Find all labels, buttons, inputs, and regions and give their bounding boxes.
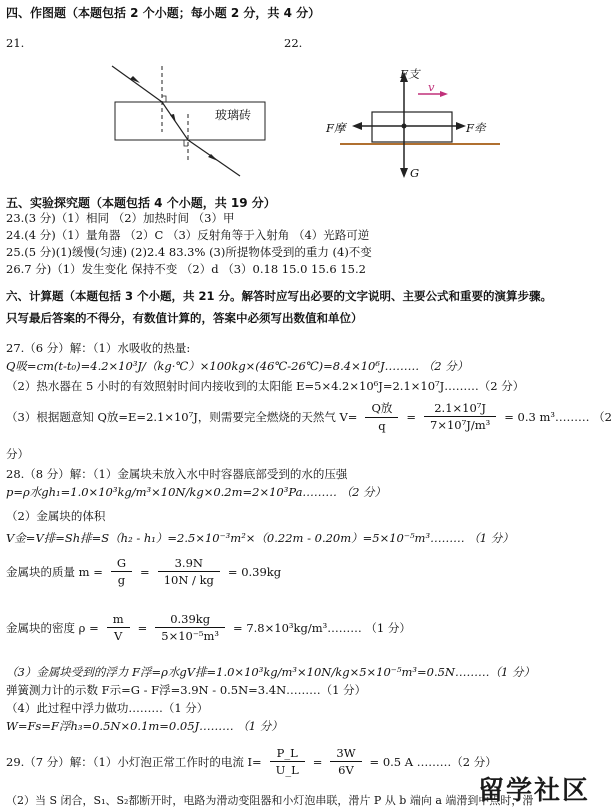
q28-line-1: 28.（8 分）解：（1）金属块未放入水中时容器底部受到的水的压强	[6, 467, 348, 481]
right-angle-mark-bottom	[184, 140, 188, 146]
denominator: 10N / kg	[163, 573, 214, 587]
q27-line-5: 分）	[6, 447, 29, 461]
refracted-arrow-icon	[170, 114, 176, 123]
q29-line-2: （2）当 S 闭合，S₁、S₂都断开时，电路为滑动变阻器和小灯泡串联，滑片 P 从 b 端向 a 端滑到中点时，滑	[6, 794, 534, 807]
denominator: U_L	[275, 763, 299, 777]
q27-line-2: Q吸=cm(t-t₀)=4.2×10³J/（kg·℃）×100kg×(46℃-26℃)=8.4×10⁶J……… （2 分）	[6, 359, 469, 373]
section-4-title: 四、作图题（本题包括 2 个小题；每小题 2 分，共 4 分）	[6, 6, 321, 20]
numerator: m	[107, 612, 130, 628]
denominator: 6V	[338, 763, 354, 777]
denominator: 7×10⁷J/m³	[430, 418, 491, 432]
friction-arrow-icon	[352, 122, 362, 130]
numerator: P_L	[270, 746, 305, 762]
denominator: V	[114, 629, 123, 643]
q27-line-3: （2）热水器在 5 小时的有效照射时间内接收到的太阳能 E=5×4.2×10⁶J=2.1×10⁷J………（2 分）	[6, 379, 525, 393]
q29-result: = 0.5 A ………（2 分）	[369, 754, 497, 769]
q27-line-1: 27.（6 分）解：（1）水吸收的热量:	[6, 341, 191, 355]
force-label-right: F牵	[466, 121, 486, 135]
q22-label: 22.	[284, 36, 303, 50]
velocity-arrow-icon	[440, 91, 448, 97]
right-angle-mark-top	[162, 96, 166, 102]
q28-line-7: （3）金属块受到的浮力 F浮=ρ水gV排=1.0×10³kg/m³×10N/kg×5×10⁻⁵m³=0.5N………（1 分）	[6, 665, 535, 679]
q28-mass-result: = 0.39kg	[227, 564, 282, 579]
answer-23: 23.(3 分)（1）相同 （2）加热时间 （3）甲	[6, 211, 235, 225]
q28-line-3: （2）金属块的体积	[6, 509, 106, 523]
q21-label: 21.	[6, 36, 25, 50]
answer-25: 25.(5 分)(1)缓慢(匀速) (2)2.4 83.3% (3)所提物体受到的重力 (4)不变	[6, 245, 372, 259]
fraction	[111, 556, 132, 587]
fraction	[158, 556, 220, 587]
denominator: g	[117, 573, 126, 587]
velocity-label: v	[428, 80, 435, 94]
watermark-logo: 留学社区	[478, 776, 591, 806]
q29-text: 29.（7 分）解：（1）小灯泡正常工作时的电流 I=	[6, 754, 262, 769]
gravity-arrow-icon	[400, 168, 408, 178]
q28-line-10: W=Fs=F浮h₃=0.5N×0.1m=0.05J……… （1 分）	[6, 719, 283, 733]
numerator: 3W	[330, 746, 361, 762]
q28-line-9: （4）此过程中浮力做功………（1 分）	[6, 701, 209, 715]
q29-line-1	[6, 746, 497, 777]
fraction	[365, 400, 398, 433]
q27-result: = 0.3 m³……… （2	[504, 409, 612, 424]
q28-density-line: 金属块的密度 ρ = $\frac{m}{V}$ = $\frac{0.39kg}{\text{5×10⁻⁵m³}}$ = 7.8×10³kg/m³……… （1 分）	[6, 612, 411, 643]
q28-line-4: V金=V排=Sh排=S（h₂ - h₁）=2.5×10⁻³m²×（0.22m - 0.20m）=5×10⁻⁵m³……… （1 分）	[6, 531, 514, 545]
block	[372, 112, 452, 142]
fraction	[330, 746, 361, 777]
traction-arrow-icon	[456, 122, 466, 130]
numerator: 2.1×10⁷J	[424, 401, 496, 417]
equals-sign: =	[312, 754, 323, 769]
q27-line-4-text: （3）根据题意知 Q放=E=2.1×10⁷J，则需要完全燃烧的天然气 V=	[6, 409, 358, 424]
force-label-down: G	[410, 166, 420, 180]
denominator: q	[378, 419, 386, 433]
denominator: 5×10⁻⁵m³	[161, 629, 220, 643]
q28-line-8: 弹簧测力计的示数 F示=G - F浮=3.9N - 0.5N=3.4N………（1 分）	[6, 683, 367, 697]
incident-ray	[112, 66, 162, 102]
q27-line-4: （3）根据题意知 Q放=E=2.1×10⁷J，则需要完全燃烧的天然气 V= $\frac{\text{Q放}}{q}$ = $\frac{\text{2.1×10⁷J}}{\text{7×10⁷J/m³}}$ = 0.3 m³……… （2	[6, 401, 612, 433]
section-6-title-2: 只写最后答案的不得分，有数值计算的，答案中必须写出数值和单位）	[6, 311, 363, 325]
numerator: G	[111, 556, 132, 572]
glass-label: 玻璃砖	[215, 108, 252, 122]
force-label-left: F摩	[326, 121, 346, 135]
answer-26: 26.7 分)（1）发生变化 保持不变 （2）d （3）0.18 15.0 15.6 15.2	[6, 262, 366, 276]
section-5-title: 五、实验探究题（本题包括 4 个小题，共 19 分）	[6, 196, 276, 210]
fraction	[107, 612, 130, 643]
fraction	[424, 401, 496, 432]
fraction	[155, 612, 225, 643]
answer-24: 24.(4 分)（1）量角器 （2）C （3）反射角等于入射角 （4）光路可逆	[6, 228, 370, 242]
numerator: 3.9N	[158, 556, 220, 572]
force-label-up: F支	[400, 67, 420, 81]
refraction-diagram	[100, 52, 280, 182]
q28-density-text: 金属块的密度 ρ =	[6, 620, 99, 635]
q28-mass-text: 金属块的质量 m =	[6, 564, 103, 579]
fraction	[270, 746, 305, 777]
q28-density-result: = 7.8×10³kg/m³……… （1 分）	[233, 620, 411, 635]
section-6-title: 六、计算题（本题包括 3 个小题，共 21 分。解答时应写出必要的文字说明、主要公式和重要的演算步骤。	[6, 289, 553, 303]
q28-line-2: p=ρ水gh₁=1.0×10³kg/m³×10N/kg×0.2m=2×10³Pa……… （2 分）	[6, 485, 387, 499]
numerator: Q放	[365, 400, 398, 418]
q28-mass-line: 金属块的质量 m = $\frac{G}{g}$ = $\frac{3.9N}{10N / kg}$ = 0.39kg	[6, 556, 282, 587]
numerator: 0.39kg	[155, 612, 225, 628]
